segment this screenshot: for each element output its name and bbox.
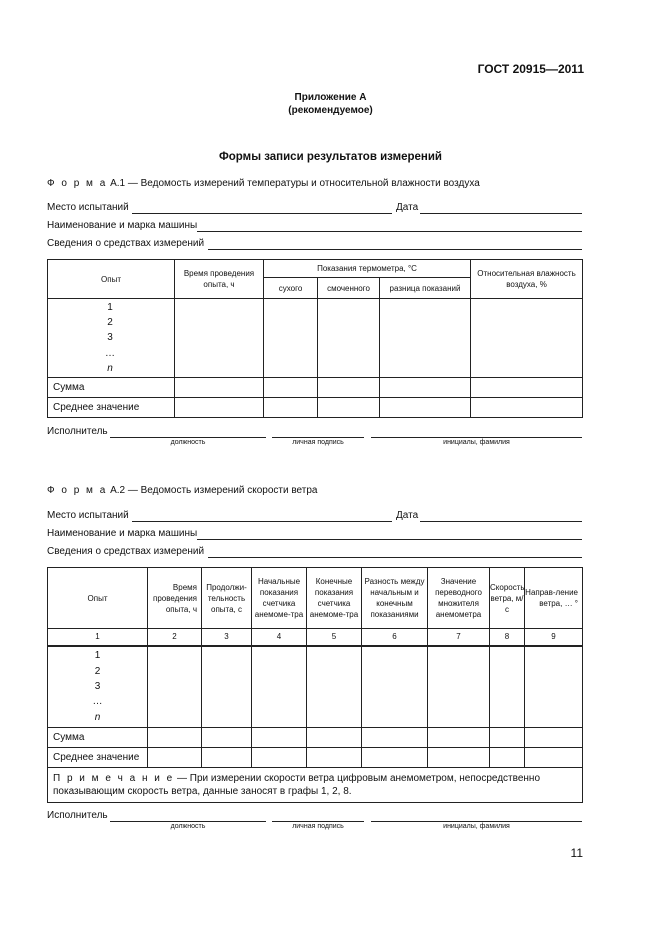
document-id: ГОСТ 20915—2011 <box>477 62 584 76</box>
column-number: 8 <box>490 629 525 646</box>
form2-label-spaced: Ф о р м а <box>47 485 108 496</box>
form1-col-humidity: Относительная влажность воздуха, % <box>471 260 583 299</box>
form1-row-labels <box>48 299 175 378</box>
form2-col-time: Время проведения опыта, ч <box>148 568 202 629</box>
form2-row-labels <box>48 646 148 728</box>
form1-col-thermo: Показания термометра, °С <box>264 260 471 278</box>
form2-col-multiplier: Значение переводного множителя анемометра <box>428 568 490 629</box>
table-cell[interactable] <box>264 299 318 378</box>
form2-position-field[interactable] <box>110 821 266 822</box>
form1-instruments-field[interactable] <box>208 249 582 250</box>
form1-instruments-label: Сведения о средствах измерений <box>47 238 205 249</box>
form1-caption-position: должность <box>170 439 206 446</box>
form1-place-label: Место испытаний <box>47 202 129 213</box>
table-cell[interactable] <box>318 299 380 378</box>
form2-place-field[interactable] <box>132 521 392 522</box>
form2-avg-label: Среднее значение <box>48 748 148 768</box>
form2-col-diff: Разность между начальным и конечным показаниями <box>362 568 428 629</box>
form1-place-field[interactable] <box>132 213 392 214</box>
form2-machine-label: Наименование и марка машины <box>47 528 198 539</box>
table-cell[interactable] <box>471 398 583 418</box>
table-cell[interactable] <box>175 299 264 378</box>
form1-name-field[interactable] <box>371 437 582 438</box>
form1-signature-field[interactable] <box>272 437 364 438</box>
form1-col-wet: смоченного <box>318 278 380 299</box>
column-number: 3 <box>202 629 252 646</box>
form2-caption-name: инициалы, фамилия <box>443 823 510 830</box>
table-cell[interactable] <box>175 398 264 418</box>
form2-data-row <box>48 646 583 728</box>
table-cell[interactable] <box>148 646 202 728</box>
table-cell[interactable] <box>490 728 525 748</box>
section-title: Формы записи результатов измерений <box>218 151 443 163</box>
row-label: n <box>107 363 113 375</box>
form1-col-experiment: Опыт <box>48 260 175 299</box>
form2-caption-position: должность <box>170 823 206 830</box>
table-cell[interactable] <box>362 748 428 768</box>
form2-note-row <box>48 768 583 803</box>
form2-instruments-label: Сведения о средствах измерений <box>47 546 205 557</box>
table-cell[interactable] <box>525 646 583 728</box>
form1-caption-name: инициалы, фамилия <box>443 439 510 446</box>
form1-label-spaced: Ф о р м а <box>47 178 108 189</box>
form1-date-label: Дата <box>396 202 419 213</box>
form2-sum-row <box>48 728 583 748</box>
table-cell[interactable] <box>428 748 490 768</box>
form2-col-speed: Скорость ветра, м/с <box>490 568 525 629</box>
form2-note-label: П р и м е ч а н и е <box>53 773 175 784</box>
row-label: 2 <box>94 665 101 677</box>
form2-date-field[interactable] <box>420 521 582 522</box>
form2-note <box>48 768 583 803</box>
table-cell[interactable] <box>380 378 471 398</box>
table-cell[interactable] <box>380 398 471 418</box>
row-label: 3 <box>107 332 113 344</box>
appendix-title: Приложение А <box>294 92 367 103</box>
form1-sum-label: Сумма <box>48 378 175 398</box>
table-cell[interactable] <box>202 748 252 768</box>
table-cell[interactable] <box>318 378 380 398</box>
form2-name-field[interactable] <box>371 821 582 822</box>
form1-label-rest: А.1 — Ведомость измерений температуры и относительной влажности воздуха <box>110 178 480 189</box>
form2-label <box>47 485 318 496</box>
form1-sum-row <box>48 378 583 398</box>
form2-machine-field[interactable] <box>197 539 582 540</box>
table-cell[interactable] <box>202 728 252 748</box>
form2-col-experiment: Опыт <box>48 568 148 629</box>
row-label: … <box>105 347 115 359</box>
table-cell[interactable] <box>362 646 428 728</box>
table-cell[interactable] <box>264 378 318 398</box>
table-cell[interactable] <box>148 728 202 748</box>
form2-col-direction: Направ-ление ветра, … ° <box>525 568 583 629</box>
form2-label-rest: А.2 — Ведомость измерений скорости ветра <box>110 485 318 496</box>
page-number: 11 <box>570 846 583 860</box>
form1-avg-label: Среднее значение <box>48 398 175 418</box>
row-label: 1 <box>107 301 113 313</box>
form2-table <box>47 567 583 803</box>
form2-col-duration: Продолжи-тельность опыта, с <box>202 568 252 629</box>
table-cell[interactable] <box>202 646 252 728</box>
column-number: 9 <box>525 629 583 646</box>
table-cell[interactable] <box>307 646 362 728</box>
form2-note-text: — При измерении скорости ветра цифровым анемометром, непосредственно показывающим скорость ветра, данные заносят в графы 1, 2, 8. <box>53 773 541 797</box>
appendix-subtitle: (рекомендуемое) <box>288 105 373 116</box>
column-number: 5 <box>307 629 362 646</box>
table-cell[interactable] <box>490 646 525 728</box>
table-cell[interactable] <box>148 748 202 768</box>
table-cell[interactable] <box>525 728 583 748</box>
row-label: 1 <box>94 650 101 662</box>
form1-position-field[interactable] <box>110 437 266 438</box>
form1-col-dry: сухого <box>264 278 318 299</box>
form2-date-label: Дата <box>396 510 419 521</box>
table-cell[interactable] <box>428 646 490 728</box>
form2-col-start: Начальные показания счетчика анемоме-тра <box>252 568 307 629</box>
table-cell[interactable] <box>428 728 490 748</box>
table-cell[interactable] <box>318 398 380 418</box>
table-cell[interactable] <box>175 378 264 398</box>
table-cell[interactable] <box>471 299 583 378</box>
column-number: 6 <box>362 629 428 646</box>
table-cell[interactable] <box>264 398 318 418</box>
table-cell[interactable] <box>362 728 428 748</box>
form1-table <box>47 259 583 418</box>
form2-avg-row <box>48 748 583 768</box>
table-cell[interactable] <box>252 748 307 768</box>
form2-executor-label: Исполнитель <box>47 810 108 821</box>
row-label: 3 <box>94 681 101 693</box>
form1-data-row <box>48 299 583 378</box>
form2-signature-field[interactable] <box>272 821 364 822</box>
form2-col-end: Конечные показания счетчика анемоме-тра <box>307 568 362 629</box>
row-label: … <box>92 696 103 708</box>
table-cell[interactable] <box>307 728 362 748</box>
column-number: 4 <box>252 629 307 646</box>
form1-executor-label: Исполнитель <box>47 426 108 437</box>
table-cell[interactable] <box>380 299 471 378</box>
table-cell[interactable] <box>307 748 362 768</box>
table-cell[interactable] <box>252 646 307 728</box>
table-cell[interactable] <box>490 748 525 768</box>
form2-instruments-field[interactable] <box>208 557 582 558</box>
row-label: n <box>94 711 101 723</box>
column-number: 7 <box>428 629 490 646</box>
table-cell[interactable] <box>471 378 583 398</box>
table-cell[interactable] <box>252 728 307 748</box>
form1-col-time: Время проведения опыта, ч <box>175 260 264 299</box>
column-number: 1 <box>48 629 148 646</box>
form2-sum-label: Сумма <box>48 728 148 748</box>
form2-caption-signature: личная подпись <box>292 823 344 830</box>
column-number: 2 <box>148 629 202 646</box>
form1-machine-field[interactable] <box>197 231 582 232</box>
form1-caption-signature: личная подпись <box>292 439 344 446</box>
form1-machine-label: Наименование и марка машины <box>47 220 198 231</box>
form1-avg-row <box>48 398 583 418</box>
form1-col-diff: разница показаний <box>380 278 471 299</box>
form2-place-label: Место испытаний <box>47 510 129 521</box>
form1-label <box>47 178 480 189</box>
form2-number-row <box>48 629 583 646</box>
form1-date-field[interactable] <box>420 213 582 214</box>
table-cell[interactable] <box>525 748 583 768</box>
row-label: 2 <box>107 316 113 328</box>
